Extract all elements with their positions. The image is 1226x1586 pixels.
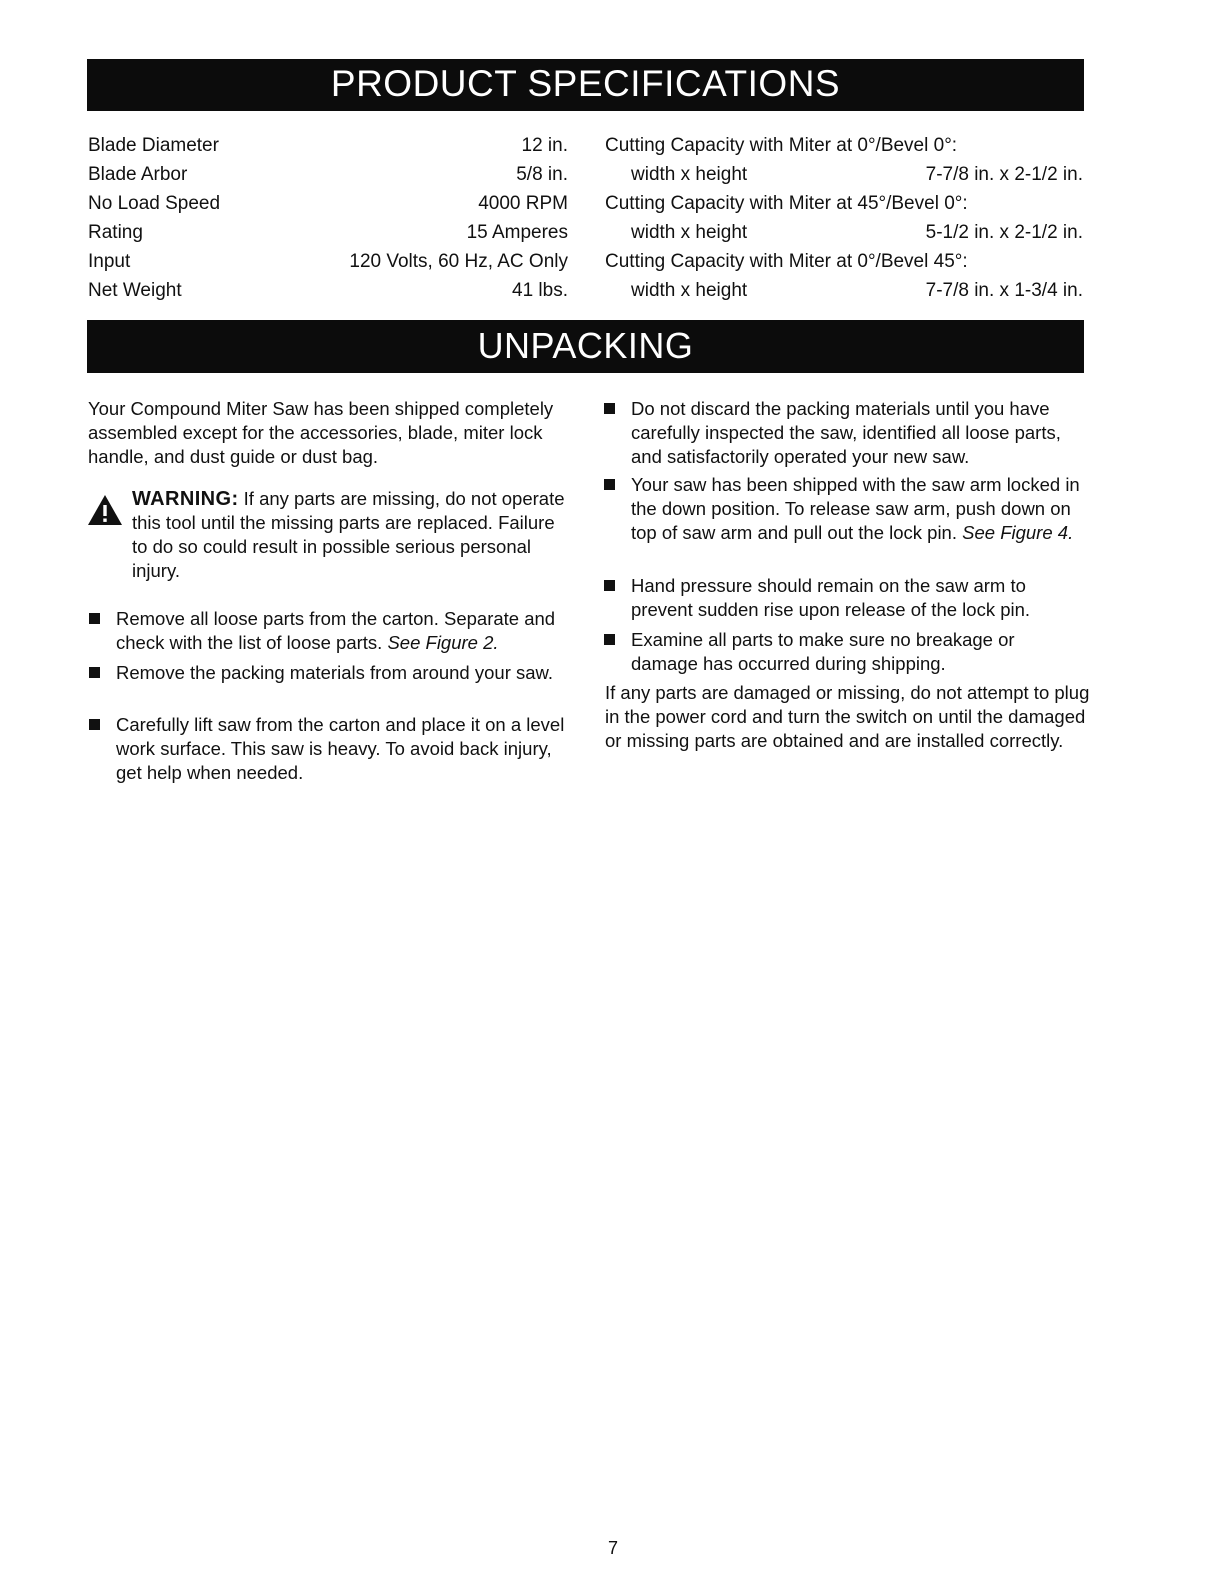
cutting-capacity-row <box>631 276 1083 305</box>
product-specifications-heading: PRODUCT SPECIFICATIONS <box>87 59 1084 111</box>
spec-row-input <box>88 247 568 276</box>
warning-triangle-icon <box>87 494 123 526</box>
spec-value: 15 Amperes <box>466 222 568 243</box>
bullet-square-icon <box>89 667 100 678</box>
spec-value: 5/8 in. <box>516 164 568 185</box>
unpacking-closing-note: If any parts are damaged or missing, do not attempt to plug in the power cord and turn the switch on until the damaged or missing parts are obtained and are installed correctly. <box>605 682 1090 751</box>
list-item-text: Examine all parts to make sure no breakage or damage has occurred during shipping. <box>631 629 1015 674</box>
spec-label: Net Weight <box>88 280 182 301</box>
spec-row-rating <box>88 218 568 247</box>
spec-label: width x height <box>631 222 748 243</box>
spec-row-net-weight <box>88 276 568 305</box>
list-item <box>116 713 566 785</box>
spec-value: 7-7/8 in. x 2-1/2 in. <box>925 164 1083 185</box>
bullet-square-icon <box>604 479 615 490</box>
list-item <box>116 607 566 655</box>
spec-row-blade-diameter <box>88 131 568 160</box>
list-item-text: Hand pressure should remain on the saw arm to prevent sudden rise upon release of the lock pin. <box>631 575 1031 620</box>
list-item <box>631 397 1093 469</box>
bullet-square-icon <box>89 613 100 624</box>
figure-reference: See Figure 4. <box>962 522 1074 543</box>
cutting-capacity-heading: Cutting Capacity with Miter at 0°/Bevel 45°: <box>605 251 968 272</box>
spec-label: Input <box>88 251 131 272</box>
unpacking-heading: UNPACKING <box>87 320 1084 373</box>
spec-value: 41 lbs. <box>512 280 568 301</box>
spec-label: width x height <box>631 280 748 301</box>
list-item-text: Remove all loose parts from the carton. Separate and check with the list of loose parts. <box>116 608 556 653</box>
list-item <box>631 473 1081 545</box>
spec-label: width x height <box>631 164 748 185</box>
spec-row-blade-arbor <box>88 160 568 189</box>
warning-notice <box>132 487 572 583</box>
spec-value: 4000 RPM <box>478 193 568 214</box>
spec-value: 120 Volts, 60 Hz, AC Only <box>349 251 568 272</box>
warning-text: If any parts are missing, do not operate this tool until the missing parts are replaced. Failure to do so could result in possible serious personal injury. <box>132 488 565 581</box>
cutting-capacity-heading: Cutting Capacity with Miter at 0°/Bevel 0°: <box>605 135 958 156</box>
list-item <box>631 628 1081 676</box>
list-item-text: Do not discard the packing materials until you have carefully inspected the saw, identified all loose parts, and satisfactorily operated your new saw. <box>631 398 1061 467</box>
list-item-text: Your saw has been shipped with the saw arm locked in the down position. To release saw arm, push down on top of saw arm and pull out the lock pin. <box>631 474 1080 543</box>
bullet-square-icon <box>89 719 100 730</box>
bullet-square-icon <box>604 634 615 645</box>
spec-value: 5-1/2 in. x 2-1/2 in. <box>925 222 1083 243</box>
cutting-capacity-heading: Cutting Capacity with Miter at 45°/Bevel 0°: <box>605 193 968 214</box>
warning-label: WARNING: <box>132 488 239 510</box>
spec-label: No Load Speed <box>88 193 221 214</box>
spec-label: Blade Arbor <box>88 164 188 185</box>
figure-reference: See Figure 2. <box>387 632 499 653</box>
bullet-square-icon <box>604 580 615 591</box>
list-item-text: Remove the packing materials from around your saw. <box>116 662 554 683</box>
list-item-text: Carefully lift saw from the carton and place it on a level work surface. This saw is heavy. To avoid back injury, get help when needed. <box>116 714 565 783</box>
cutting-capacity-row <box>631 160 1083 189</box>
spec-row-no-load-speed <box>88 189 568 218</box>
list-item <box>631 574 1081 622</box>
cutting-capacity-row <box>631 218 1083 247</box>
spec-value: 7-7/8 in. x 1-3/4 in. <box>925 280 1083 301</box>
unpacking-intro: Your Compound Miter Saw has been shipped completely assembled except for the accessories, blade, miter lock handle, and dust guide or dust bag. <box>88 398 554 467</box>
spec-label: Rating <box>88 222 143 243</box>
spec-label: Blade Diameter <box>88 135 219 156</box>
list-item <box>116 661 566 685</box>
spec-value: 12 in. <box>521 135 568 156</box>
page-number: 7 <box>607 1538 618 1558</box>
bullet-square-icon <box>604 403 615 414</box>
